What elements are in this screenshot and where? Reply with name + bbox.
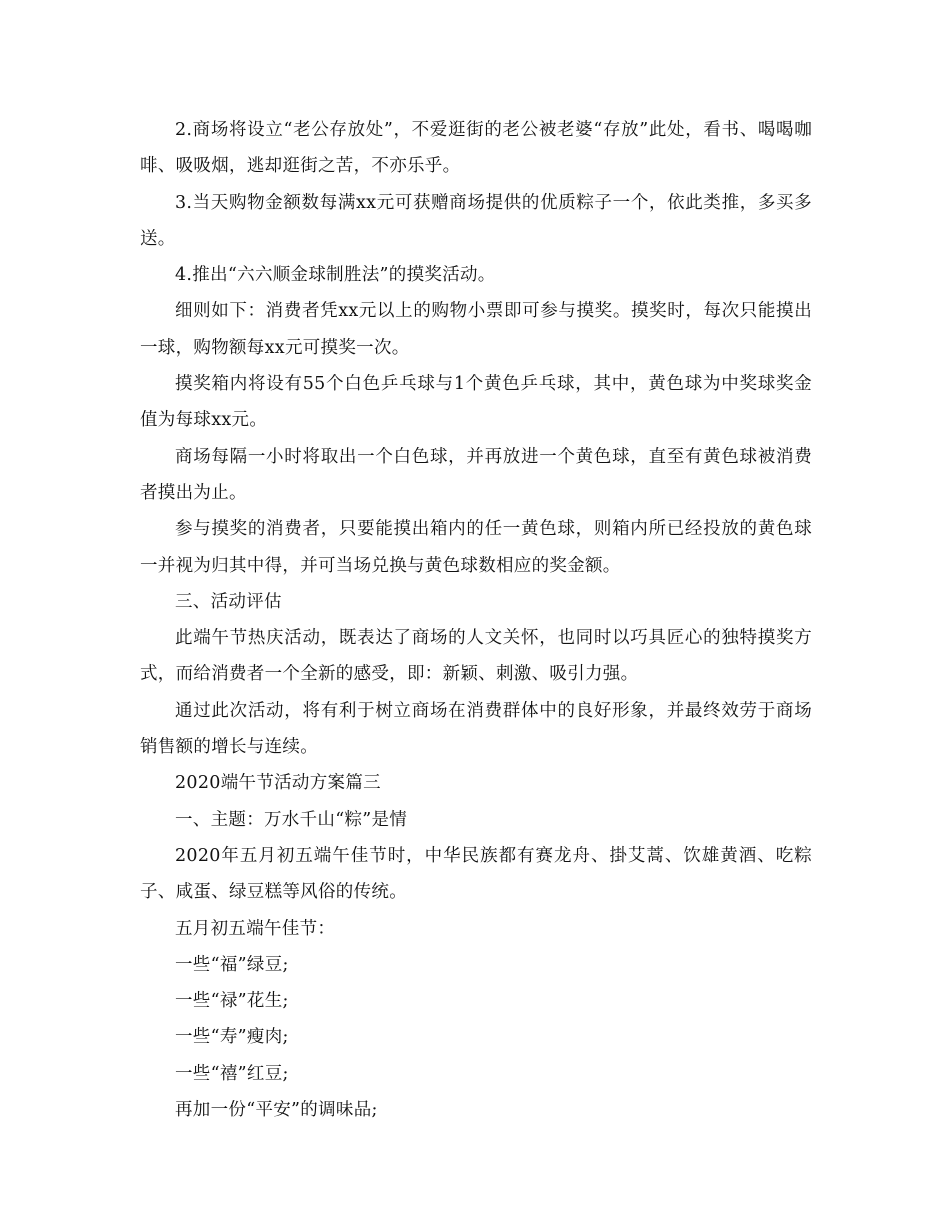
list-item-lu: 一些“禄”花生; <box>175 991 289 1012</box>
list-item-fu: 一些“福”绿豆; <box>175 954 289 975</box>
paragraph-evaluation-2: 通过此次活动，将有利于树立商场在消费群体中的良好形象，并最终效劳于商场销售额的增长与连续。 <box>140 700 812 758</box>
paragraph-winner-rule: 参与摸奖的消费者，只要能摸出箱内的任一黄色球，则箱内所已经投放的黄色球一并视为归其中得，并可当场兑换与黄色球数相应的奖金额。 <box>140 519 812 576</box>
paragraph-festival-heading: 五月初五端午佳节： <box>175 918 336 939</box>
list-item-xi: 一些“禧”红豆; <box>175 1063 289 1084</box>
list-item-shou: 一些“寿”瘦肉; <box>175 1027 289 1048</box>
paragraph-item-4: 4.推出“六六顺金球制胜法”的摸奖活动。 <box>175 265 496 286</box>
paragraph-rules: 细则如下：消费者凭xx元以上的购物小票即可参与摸奖。摸奖时，每次只能摸出一球，购物额每xx元可摸奖一次。 <box>140 301 812 358</box>
document-body <box>140 112 812 1128</box>
paragraph-item-3: 3.当天购物金额数每满xx元可获赠商场提供的优质粽子一个，依此类推，多买多送。 <box>140 192 812 249</box>
list-item-pingan: 再加一份“平安”的调味品; <box>175 1100 378 1121</box>
paragraph-evaluation-1: 此端午节热庆活动，既表达了商场的人文关怀，也同时以巧具匠心的独特摸奖方式，而给消费者一个全新的感受，即：新颖、刺激、吸引力强。 <box>140 628 812 685</box>
paragraph-hourly-change: 商场每隔一小时将取出一个白色球，并再放进一个黄色球，直至有黄色球被消费者摸出为止。 <box>140 446 812 503</box>
paragraph-box-setup: 摸奖箱内将设有55个白色乒乓球与1个黄色乒乓球，其中，黄色球为中奖球奖金值为每球xx元。 <box>140 374 812 431</box>
section-heading-theme: 一、主题：万水千山“粽”是情 <box>175 809 408 830</box>
paragraph-item-2: 2.商场将设立“老公存放处”，不爱逛街的老公被老婆“存放”此处，看书、喝喝咖啡、吸吸烟，逃却逛街之苦，不亦乐乎。 <box>140 120 812 177</box>
section-heading-evaluation: 三、活动评估 <box>175 591 282 612</box>
paragraph-festival-intro: 2020年五月初五端午佳节时，中华民族都有赛龙舟、掛艾蒿、饮雄黄酒、吃粽子、咸蛋、绿豆糕等风俗的传统。 <box>140 845 812 903</box>
section-heading-plan-three: 2020端午节活动方案篇三 <box>175 773 381 794</box>
